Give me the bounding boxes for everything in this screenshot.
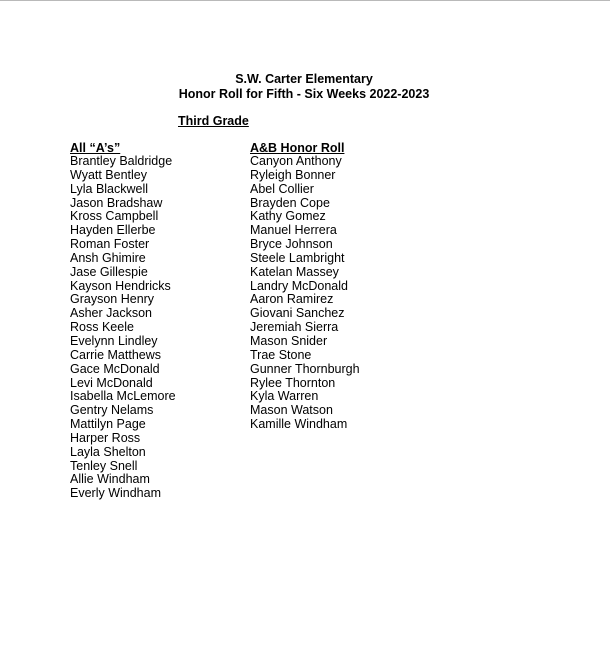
student-name: Ryleigh Bonner [250, 167, 336, 182]
student-name: Hayden Ellerbe [70, 223, 156, 238]
all-as-column [70, 141, 240, 501]
student-name: Kross Campbell [70, 209, 159, 224]
student-name: Kamille Windham [250, 417, 348, 432]
student-name: Grayson Henry [70, 292, 155, 307]
student-name: Gace McDonald [70, 361, 160, 376]
student-name: Ansh Ghimire [70, 250, 146, 265]
student-name: Gentry Nelams [70, 403, 154, 418]
student-name: Roman Foster [70, 237, 150, 252]
student-name: Ross Keele [70, 320, 134, 335]
student-name: Mason Watson [250, 403, 333, 418]
student-name: Carrie Matthews [70, 347, 161, 362]
student-name: Wyatt Bentley [70, 167, 148, 182]
student-name: Giovani Sanchez [250, 306, 345, 321]
student-name: Gunner Thornburgh [250, 361, 360, 376]
student-name: Allie Windham [70, 472, 150, 487]
student-name: Everly Windham [70, 486, 161, 501]
student-name: Canyon Anthony [250, 154, 342, 168]
student-name: Mason Snider [250, 333, 328, 348]
student-name: Bryce Johnson [250, 237, 333, 252]
student-name: Manuel Herrera [250, 223, 337, 238]
student-name: Asher Jackson [70, 306, 152, 321]
student-name: Tenley Snell [70, 458, 138, 473]
student-name: Kayson Hendricks [70, 278, 171, 293]
student-name: Jase Gillespie [70, 264, 148, 279]
grade-heading: Third Grade [178, 114, 249, 128]
student-name: Landry McDonald [250, 278, 348, 293]
student-name: Katelan Massey [250, 264, 339, 279]
page-top-border [0, 0, 610, 1]
student-name: Jason Bradshaw [70, 195, 163, 210]
document-header [100, 72, 508, 102]
student-name: Levi McDonald [70, 375, 153, 390]
student-name: Brayden Cope [250, 195, 330, 210]
student-name: Aaron Ramirez [250, 292, 334, 307]
honor-roll-title: Honor Roll for Fifth - Six Weeks 2022-2023 [178, 87, 430, 101]
student-name: Jeremiah Sierra [250, 320, 339, 335]
student-name: Evelynn Lindley [70, 333, 158, 348]
all-as-list [70, 155, 240, 501]
student-name: Kyla Warren [250, 389, 319, 404]
student-name: Harper Ross [70, 430, 141, 445]
ab-honor-roll-list [250, 155, 430, 432]
student-name: Rylee Thornton [250, 375, 336, 390]
student-name: Steele Lambright [250, 250, 345, 265]
student-name: Kathy Gomez [250, 209, 326, 224]
student-name: Mattilyn Page [70, 417, 146, 432]
student-name: Isabella McLemore [70, 389, 176, 404]
student-name: Trae Stone [250, 347, 312, 362]
ab-honor-roll-heading: A&B Honor Roll [250, 141, 345, 155]
all-as-heading: All “A’s” [70, 141, 121, 155]
student-name: Lyla Blackwell [70, 181, 149, 196]
school-name: S.W. Carter Elementary [235, 72, 373, 86]
student-name: Brantley Baldridge [70, 154, 173, 168]
ab-honor-roll-column [250, 141, 430, 432]
student-name: Abel Collier [250, 181, 314, 196]
student-name: Layla Shelton [70, 444, 146, 459]
